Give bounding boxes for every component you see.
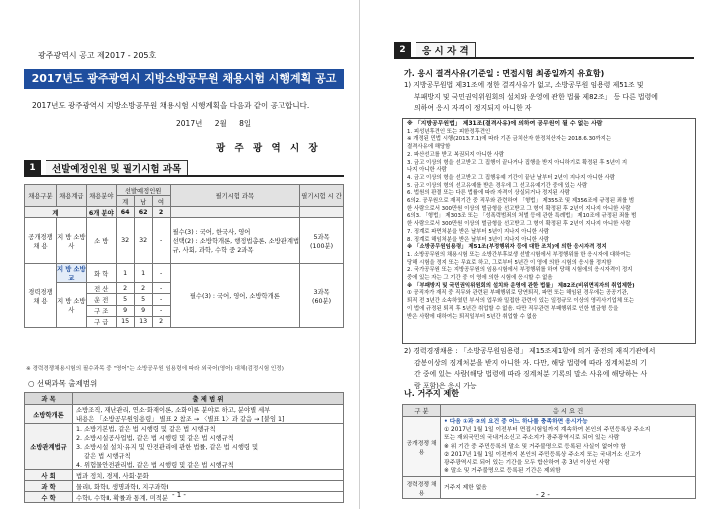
table-note: ※ 경력경쟁채용시험의 필수과목 중 "영어"는 소방공무원 임용령에 따라 외국어(영어) 대체(검정시험 인정) bbox=[26, 366, 284, 372]
box-line: 한 사람으로서 300만원 이상의 벌금형을 선고받고 그 형이 확정된 후 2년이 지나지 아니한 사람 bbox=[407, 205, 631, 212]
box-line: ※ 「소방공무원임용령」 제51조(부정행위자 등에 대한 조치)에 의한 응시자격 정지 bbox=[407, 244, 607, 251]
date-day: 8일 bbox=[239, 119, 252, 128]
header-planned: 선발예정인원 bbox=[116, 185, 170, 196]
header-male: 남 bbox=[134, 196, 152, 207]
subsection-title-a: 가. 응시 결격사유(기준일 : 면접시험 최종일까지 유효함) bbox=[404, 69, 605, 78]
box-line: 한 사람으로서 300만원 이상의 벌금형을 선고받고 그 형이 확정된 후 2년이 지나지 아니한 사람 bbox=[407, 221, 631, 228]
section-number: 2 bbox=[394, 42, 411, 59]
issuer-signature: 광 주 광 역 시 장 bbox=[216, 143, 321, 154]
requirement-line: ① 2017년 1월 1일 이전부터 면접시험일까지 계속하여 본인의 주민등록상 주소지 bbox=[444, 427, 651, 434]
open-field: 소 방 bbox=[86, 218, 116, 264]
header-subjects: 필기시험 과목 bbox=[170, 185, 300, 207]
open-subjects-elective: 선택(2) : 소방학개론, 행정법총론, 소방관계법규, 사회, 과학, 수학 중 2과목 bbox=[172, 238, 300, 255]
requirement-line: ② 2017년 1월 1일 이전까지 본인의 주민등록상 주소지 또는 국내거소 신고가 bbox=[444, 451, 641, 458]
box-title: ※ 「지방공무원법」 제31조(결격사유)에 의하여 공무원이 될 수 없는 사람 bbox=[407, 121, 603, 127]
requirement-line: • 다음 ①과 ②의 요건 중 어느 하나를 충족하면 응시가능 bbox=[444, 419, 588, 425]
box-line: 5. 금고 이상의 형의 선고유예를 받은 경우에 그 선고유예기간 중에 있는 사람 bbox=[407, 182, 588, 189]
section-rule bbox=[411, 57, 694, 59]
box-line: 퇴직 전 3년간 소속하였던 부서의 업무와 밀접한 관련이 있는 일정규모 이상의 영리사기업체 또는 bbox=[407, 298, 635, 305]
box-line: 2. 파산선고를 받고 복권되지 아니한 사람 bbox=[407, 151, 505, 158]
open-label: 공개경쟁 채 용 bbox=[403, 417, 441, 477]
section-title: 응 시 자 격 bbox=[416, 42, 476, 59]
open-subjects-required: 필수(3) : 국어, 한국사, 영어 bbox=[172, 229, 251, 237]
page-divider bbox=[359, 0, 360, 509]
sum-female: 2 bbox=[152, 207, 170, 218]
box-line: 8. 징계로 해임처분을 받은 날부터 3년이 지나지 아니한 사람 bbox=[407, 236, 550, 243]
header-type: 채용구분 bbox=[25, 185, 57, 207]
page-number: - 2 - bbox=[536, 491, 550, 499]
career-label: 경력경쟁 채 용 bbox=[403, 477, 441, 499]
table-row bbox=[403, 417, 696, 477]
box-line: 6. 법원의 판결 또는 다른 법률에 따라 자격이 상실되거나 정지된 사람 bbox=[407, 190, 570, 197]
table-row: 과 학 물리Ⅰ, 화학Ⅰ, 생명과학Ⅰ, 지구과학Ⅰ bbox=[25, 481, 344, 492]
requirement-line: ※ 위 기간 중 주민등록의 말소 및 거주불명으로 등록된 사실이 없어야 함 bbox=[444, 443, 626, 450]
box-line: 당해 시험을 정지 또는 무효로 하고, 그로부터 5년간 이 영에 의한 시험의 응시를 정지함 bbox=[407, 259, 612, 266]
career-subjects: 필수(3) : 국어, 영어, 소방학개론 bbox=[170, 264, 300, 328]
subsection-title: ○ 선택과목 출제범위 bbox=[28, 379, 98, 388]
header-field: 채용분야 bbox=[86, 185, 116, 207]
table-row: 지 방 소방사 전 산 2 2 - bbox=[25, 283, 344, 294]
box-line: 6의3. 「형법」 제303조 또는 「성폭력범죄의 처벌 등에 관한 특례법」 제10조에 규정된 죄를 범 bbox=[407, 213, 637, 220]
section-header-1 bbox=[24, 160, 344, 177]
header-rank: 채용계급 bbox=[56, 185, 86, 207]
box-lines bbox=[407, 129, 691, 322]
section-title: 선발예정인원 및 필기시험 과목 bbox=[46, 160, 188, 177]
table-row: 구 조 9 9 - bbox=[25, 305, 344, 316]
eligibility-paragraph-1: 1) 지방공무원법 제31조에 정한 결격사유가 없고, 소방공무원 임용령 제51조 및 부패방지 및 국민권익위원회의 설치와 운영에 관한 법률 제82조」 등 다른 법령에 의하여 응시 자격이 정지되지 아니한 자 bbox=[404, 81, 658, 113]
career-type: 경력경쟁 채 용 bbox=[25, 264, 57, 328]
section-number: 1 bbox=[24, 160, 41, 177]
career-rank-1: 지 방 소방교 bbox=[56, 264, 86, 283]
open-total: 32 bbox=[116, 218, 134, 264]
date-year: 2017년 bbox=[176, 119, 203, 128]
announcement-date bbox=[176, 118, 261, 129]
open-requirements bbox=[441, 417, 696, 477]
table-row: 수 학 수학Ⅰ, 수학Ⅱ, 확률과 통계, 미적분 bbox=[25, 492, 344, 503]
sum-male: 62 bbox=[134, 207, 152, 218]
eligibility-paragraph-2: 2) 경력경쟁채용 : 「소방공무원임용령」 제15조제1항에 의거 종전의 재직기관에서 감봉이상의 징계처분을 받지 아니한 자. 다만, 해당 법령에 따라 징계처분의 기 간 중에 있는 사람(해당 법령에 따라 징계처분 기록의 말소 사유에 해당하는 사 람 포함)은 응시 가능 bbox=[404, 347, 656, 390]
subject-scope-table bbox=[24, 392, 344, 503]
table-row: 경력경쟁 채 용 지 방 소방교 화 학 1 1 - 필수(3) : 국어, 영어, 소방학개론 3과목 (60분) bbox=[25, 264, 344, 283]
box-line: 받은 사람에 대하여는 퇴직일부터 5년간 취업할 수 없음 bbox=[407, 313, 537, 320]
open-rank: 지 방 소방사 bbox=[56, 218, 86, 264]
recruitment-table bbox=[24, 184, 344, 328]
disqualification-box bbox=[402, 118, 696, 344]
box-line: 나지 아니한 사람 bbox=[407, 167, 447, 174]
header-time: 필기시험 시 간 bbox=[300, 185, 344, 207]
notice-number: 광주광역시 공고 제2017 - 205호 bbox=[38, 51, 157, 60]
box-line: 이 법에 규정된 퇴직 후 5년간 취업할 수 없음. 다만 직무관련 부패행위로 인한 벌금형 등을 bbox=[407, 305, 619, 312]
box-line: ※ 「부패방지 및 국민권익위원회의 설치와 운영에 관한 법률」 제82조(비위면직자의 취업제한) bbox=[407, 282, 635, 289]
requirement-line: ※ 말소 및 거주불명으로 등록된 기간은 제외함 bbox=[444, 468, 561, 475]
sum-label: 계 bbox=[25, 207, 87, 218]
box-line: 4. 금고 이상의 형을 선고받고 그 집행유예 기간이 끝난 날부터 2년이 지나지 아니한 사람 bbox=[407, 174, 615, 181]
section-rule bbox=[41, 175, 344, 177]
date-month: 2월 bbox=[214, 119, 227, 128]
box-line: ※ 개정된 민법 시행(2013.7.1)에 따라 기존 금치산자 한정치산자는 2018.6.30까지는 bbox=[407, 136, 612, 143]
box-line: 1. 피성년후견인 또는 피한정후견인 bbox=[407, 128, 491, 135]
header-subject: 과 목 bbox=[25, 393, 73, 405]
open-subjects bbox=[170, 218, 300, 264]
residency-table bbox=[402, 404, 696, 499]
sum-total: 64 bbox=[116, 207, 134, 218]
career-requirement: 거주지 제한 없음 bbox=[441, 477, 696, 499]
header-requirement: 응 시 요 건 bbox=[441, 405, 696, 417]
header-scope: 출 제 범 위 bbox=[73, 393, 344, 405]
intro-text: 2017년도 광주광역시 지방소방공무원 채용시험 시행계획을 다음과 같이 공고합니다. bbox=[32, 101, 310, 110]
section-header-2 bbox=[394, 42, 694, 59]
table-row: 운 전 5 5 - bbox=[25, 294, 344, 305]
table-row: 소방관계법규 1. 소방기본법, 같은 법 시행령 및 같은 법 시행규칙 2. 소방시설공사업법, 같은 법 시행령 및 같은 법 시행규칙 3. 소방시설 설치·유지 및 안전관리에 관한 법률, 같은 법 시행령 및 같은 법 시행규칙 4. 위험물안전관리법, 같은 법 시행령 및 같은 법 시행규칙 bbox=[25, 424, 344, 470]
box-line: 중에 있는 자는 그 기간 중 이 영에 의한 시험에 응시할 수 없음 bbox=[407, 275, 553, 282]
table-row: 구 급 15 13 2 bbox=[25, 316, 344, 327]
header-female: 여 bbox=[152, 196, 170, 207]
table-row: 소방학개론 소방조직, 재난관리, 연소·화재이론, 소화이론 분야로 하고, 분야별 세부 내용은 「소방공무원임용령」 별표 2 참조 → 〈별표 1〉과 같음 → [붙임 1] bbox=[25, 405, 344, 424]
table-row-sum bbox=[25, 207, 344, 218]
requirement-line: 또는 재외국민의 국내거소신고 주소지가 광주광역시로 되어 있는 사람 bbox=[444, 435, 620, 442]
box-line: 2. 국가공무원 또는 지방공무원의 임용시험에서 부정행위를 하여 당해 시험에의 응시자격이 정지 bbox=[407, 267, 633, 274]
box-line: 6의2. 공무원으로 재직기간 중 직무와 관련하여 「형법」 제355조 및 제356조에 규정된 죄를 범 bbox=[407, 198, 635, 205]
requirement-line: 광주광역시로 되어 있는 기간을 모두 합산하여 총 3년 이상인 사람 bbox=[444, 460, 610, 467]
table-row-open bbox=[25, 218, 344, 264]
box-line: 7. 징계로 파면처분을 받은 날부터 5년이 지나지 아니한 사람 bbox=[407, 228, 550, 235]
table-row: 사 회 법과 정치, 경제, 사회·문화 bbox=[25, 470, 344, 481]
open-type: 공개경쟁 채 용 bbox=[25, 218, 57, 264]
box-line: 1. 소방공무원의 채용시험 또는 소방간부후보생 선발시험에서 부정행위를 한 응시자에 대하여는 bbox=[407, 251, 631, 258]
career-rank-2: 지 방 소방사 bbox=[56, 283, 86, 328]
header-category: 구 분 bbox=[403, 405, 441, 417]
subsection-title-b: 나. 거주지 제한 bbox=[404, 389, 459, 398]
announcement-title: 2017년도 광주광역시 지방소방공무원 채용시험 시행계획 공고 bbox=[24, 69, 344, 89]
header-total: 계 bbox=[116, 196, 134, 207]
open-male: 32 bbox=[134, 218, 152, 264]
career-time: 3과목 (60분) bbox=[300, 264, 344, 328]
sum-field: 6개 분야 bbox=[86, 207, 116, 218]
page-number: - 1 - bbox=[172, 491, 186, 499]
open-time: 5과목 (100분) bbox=[300, 218, 344, 264]
box-line: 결격사유에 해당함 bbox=[407, 144, 451, 151]
open-female: - bbox=[152, 218, 170, 264]
box-line: ① 공직자가 재직 중 직무와 관련된 부패행위로 당연퇴직, 파면 또는 해임된 경우에는 공공기관, bbox=[407, 290, 629, 297]
box-line: 3. 금고 이상의 형을 선고받고 그 집행이 끝나거나 집행을 받지 아니하기로 확정된 후 5년이 지 bbox=[407, 159, 628, 166]
